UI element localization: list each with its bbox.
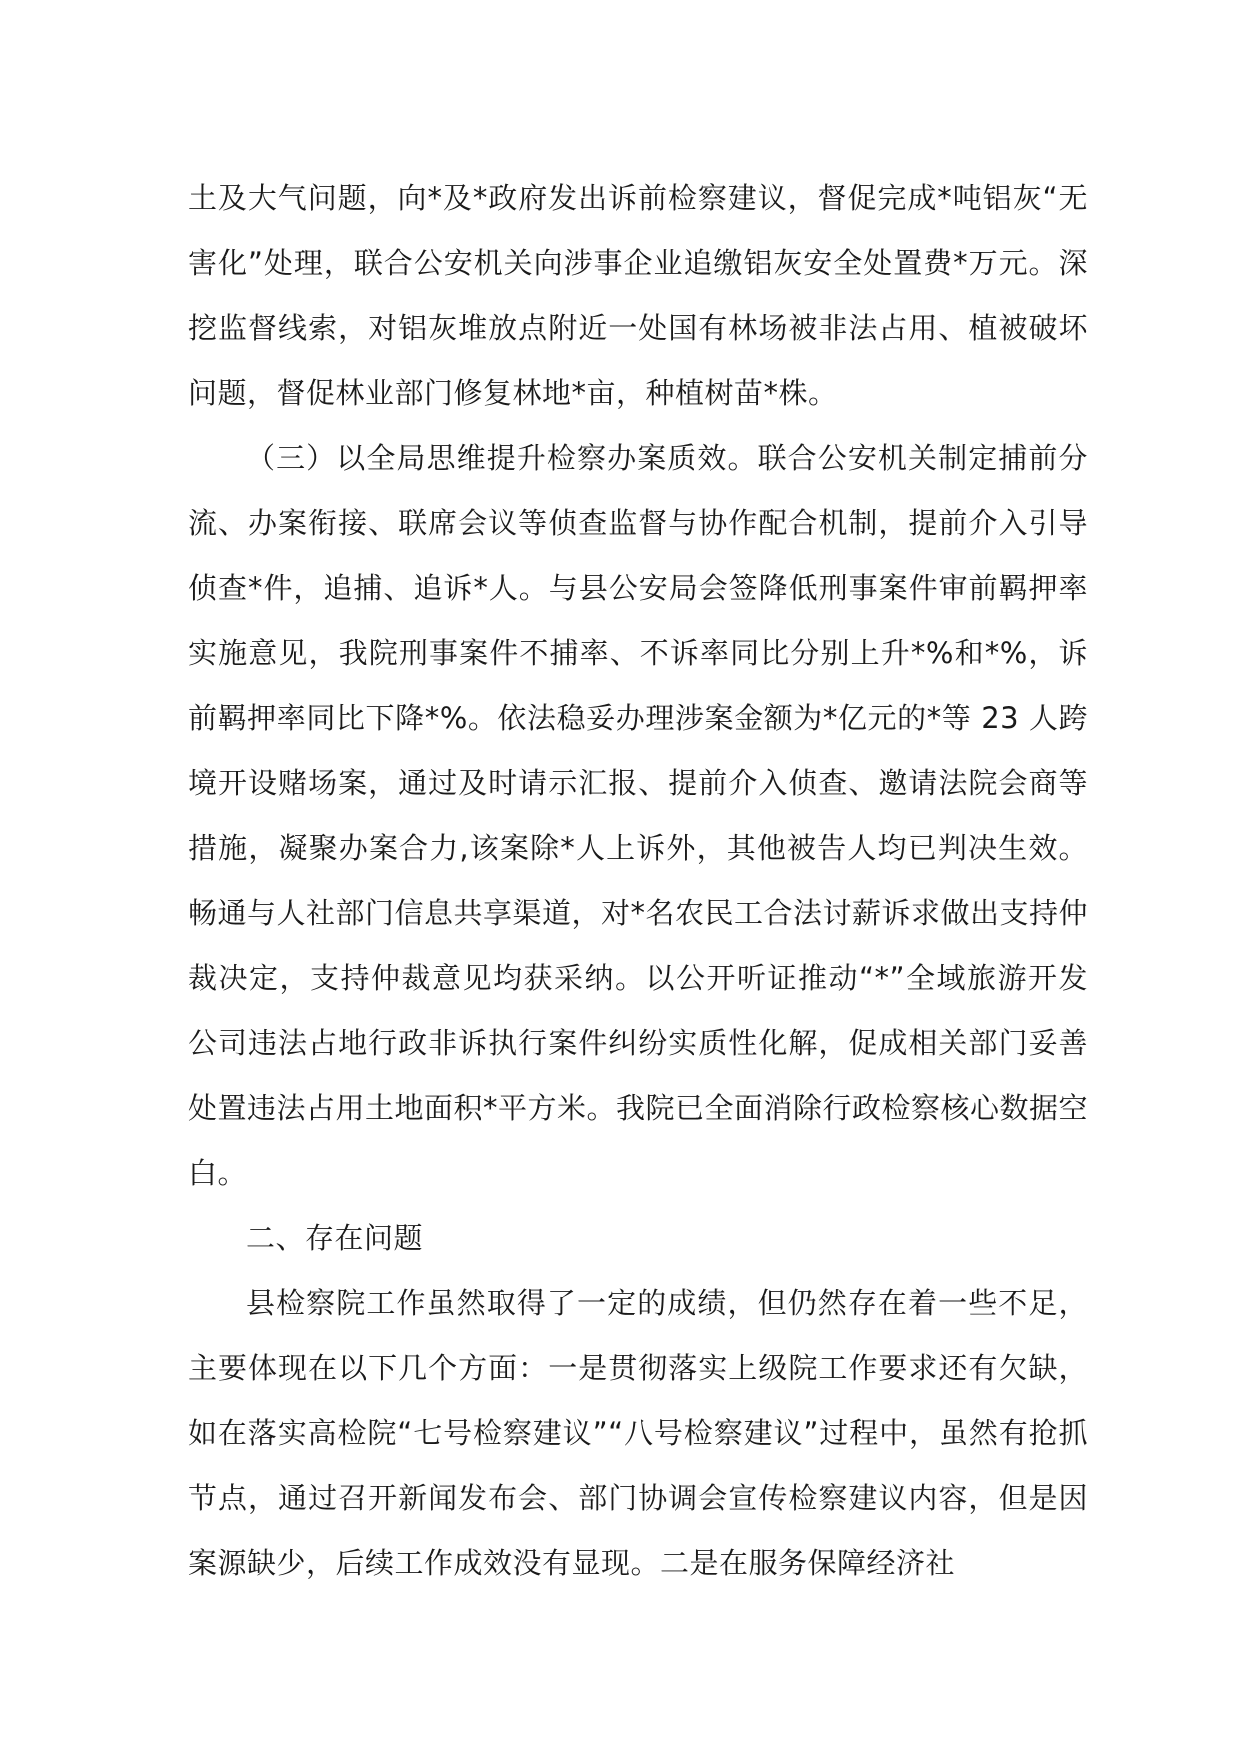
section-heading-existing-problems: 二、存在问题 bbox=[246, 1221, 424, 1255]
paragraph-environment-remediation: 土及大气问题，向*及*政府发出诉前检察建议，督促完成*吨铝灰“无害化”处理，联合公安机关向涉事企业追缴铝灰安全处置费*万元。深挖监督线索，对铝灰堆放点附近一处国有林场被非法占用、植被破坏问题，督促林业部门修复林地*亩，种植树苗*株。 bbox=[188, 181, 1088, 410]
paragraph-shortcomings: 县检察院工作虽然取得了一定的成绩，但仍然存在着一些不足，主要体现在以下几个方面：一是贯彻落实上级院工作要求还有欠缺，如在落实高检院“七号检察建议”“八号检察建议”过程中，虽然有抢抓节点，通过召开新闻发布会、部门协调会宣传检察建议内容，但是因案源缺少，后续工作成效没有显现。二是在服务保障经济社 bbox=[188, 1286, 1088, 1580]
document-body bbox=[188, 166, 1088, 1596]
paragraph-case-quality: （三）以全局思维提升检察办案质效。联合公安机关制定捕前分流、办案衔接、联席会议等侦查监督与协作配合机制，提前介入引导侦查*件，追捕、追诉*人。与县公安局会签降低刑事案件审前羁押率实施意见，我院刑事案件不捕率、不诉率同比分别上升*%和*%，诉前羁押率同比下降*%。依法稳妥办理涉案金额为*亿元的*等 23 人跨境开设赌场案，通过及时请示汇报、提前介入侦查、邀请法院会商等措施，凝聚办案合力,该案除*人上诉外，其他被告人均已判决生效。畅通与人社部门信息共享渠道，对*名农民工合法讨薪诉求做出支持仲裁决定，支持仲裁意见均获采纳。以公开听证推动“*”全域旅游开发公司违法占地行政非诉执行案件纠纷实质性化解，促成相关部门妥善处置违法占用土地面积*平方米。我院已全面消除行政检察核心数据空白。 bbox=[188, 441, 1089, 1190]
